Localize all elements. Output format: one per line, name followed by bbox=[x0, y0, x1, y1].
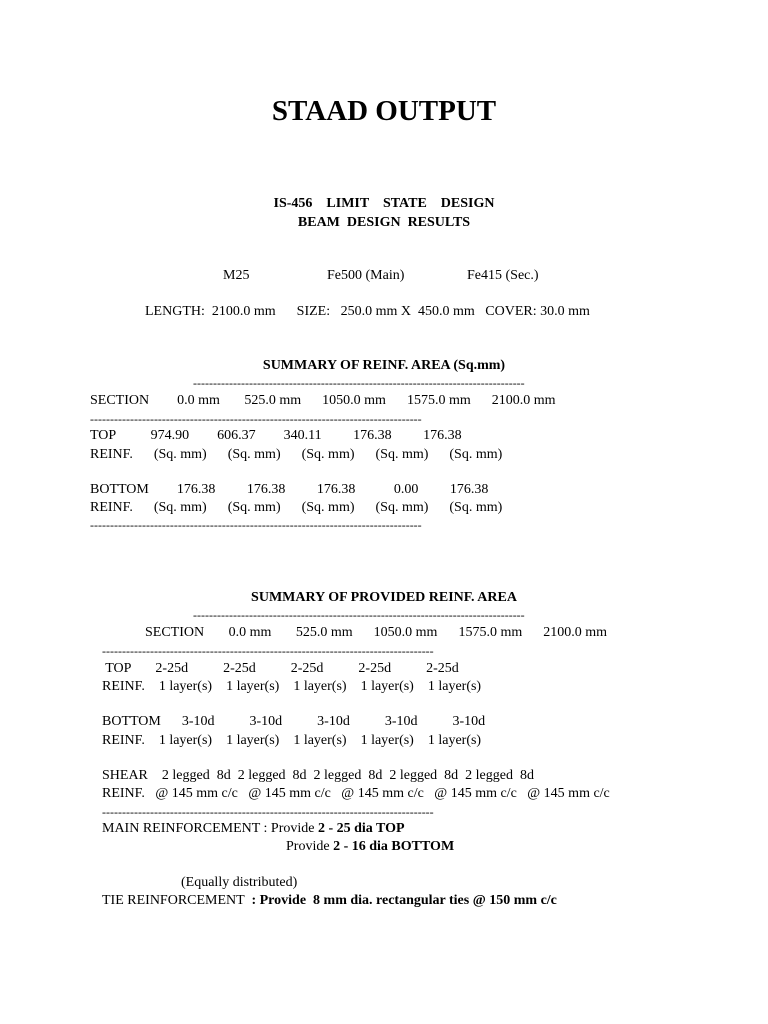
divider: ----------------------------------------------------------------------------------- bbox=[90, 412, 422, 426]
main-steel-grade: Fe500 (Main) bbox=[327, 268, 405, 283]
secondary-steel-grade: Fe415 (Sec.) bbox=[467, 268, 539, 283]
tie-reinf-label: TIE REINFORCEMENT bbox=[102, 893, 252, 908]
reinf-bottom-row: BOTTOM 176.38 176.38 176.38 0.00 176.38 bbox=[90, 482, 489, 497]
divider: ----------------------------------------------------------------------------------- bbox=[193, 376, 525, 390]
provided-reinf-title: SUMMARY OF PROVIDED REINF. AREA bbox=[251, 590, 517, 605]
reinf-top-units: REINF. (Sq. mm) (Sq. mm) (Sq. mm) (Sq. mm) (Sq. mm) bbox=[90, 447, 503, 462]
shear-spacing: REINF. @ 145 mm c/c @ 145 mm c/c @ 145 mm c/c @ 145 mm c/c @ 145 mm c/c bbox=[102, 786, 610, 801]
main-reinforcement bbox=[102, 821, 405, 837]
divider: ----------------------------------------------------------------------------------- bbox=[193, 608, 525, 622]
provided-bottom-row: BOTTOM 3-10d 3-10d 3-10d 3-10d 3-10d bbox=[102, 714, 486, 729]
provided-top-row: TOP 2-25d 2-25d 2-25d 2-25d 2-25d bbox=[102, 661, 459, 676]
shear-row: SHEAR 2 legged 8d 2 legged 8d 2 legged 8d 2 legged 8d 2 legged 8d bbox=[102, 768, 534, 783]
reinf-top-row: TOP 974.90 606.37 340.11 176.38 176.38 bbox=[90, 428, 462, 443]
page-title: STAAD OUTPUT bbox=[271, 95, 497, 127]
reinf-bottom-units: REINF. (Sq. mm) (Sq. mm) (Sq. mm) (Sq. mm) (Sq. mm) bbox=[90, 500, 503, 515]
tie-reinforcement bbox=[102, 893, 557, 909]
main-reinf-label: MAIN REINFORCEMENT : Provide bbox=[102, 821, 318, 836]
beam-geometry: LENGTH: 2100.0 mm SIZE: 250.0 mm X 450.0 mm COVER: 30.0 mm bbox=[145, 304, 590, 319]
concrete-grade: M25 bbox=[223, 268, 250, 283]
provided-top-layers: REINF. 1 layer(s) 1 layer(s) 1 layer(s) 1 layer(s) 1 layer(s) bbox=[102, 679, 482, 694]
distribution-note: (Equally distributed) bbox=[181, 875, 298, 890]
tie-reinf-value: : Provide 8 mm dia. rectangular ties @ 150 mm c/c bbox=[251, 893, 557, 908]
divider: ----------------------------------------------------------------------------------- bbox=[90, 518, 422, 532]
main-reinf-bottom-label: Provide bbox=[286, 839, 334, 854]
main-reinforcement-bottom bbox=[286, 839, 454, 855]
divider: ----------------------------------------------------------------------------------- bbox=[102, 644, 434, 658]
provided-bottom-layers: REINF. 1 layer(s) 1 layer(s) 1 layer(s) 1 layer(s) 1 layer(s) bbox=[102, 733, 482, 748]
reinf-area-title: SUMMARY OF REINF. AREA (Sq.mm) bbox=[262, 358, 506, 373]
main-reinf-bottom: 2 - 16 dia BOTTOM bbox=[333, 839, 455, 854]
provided-section-row: SECTION 0.0 mm 525.0 mm 1050.0 mm 1575.0 mm 2100.0 mm bbox=[145, 625, 608, 640]
reinf-section-row: SECTION 0.0 mm 525.0 mm 1050.0 mm 1575.0 mm 2100.0 mm bbox=[90, 393, 556, 408]
design-code: IS-456 LIMIT STATE DESIGN bbox=[273, 196, 495, 211]
design-subtitle: BEAM DESIGN RESULTS bbox=[297, 215, 471, 230]
divider: ----------------------------------------------------------------------------------- bbox=[102, 805, 434, 819]
main-reinf-top: 2 - 25 dia TOP bbox=[317, 821, 405, 836]
